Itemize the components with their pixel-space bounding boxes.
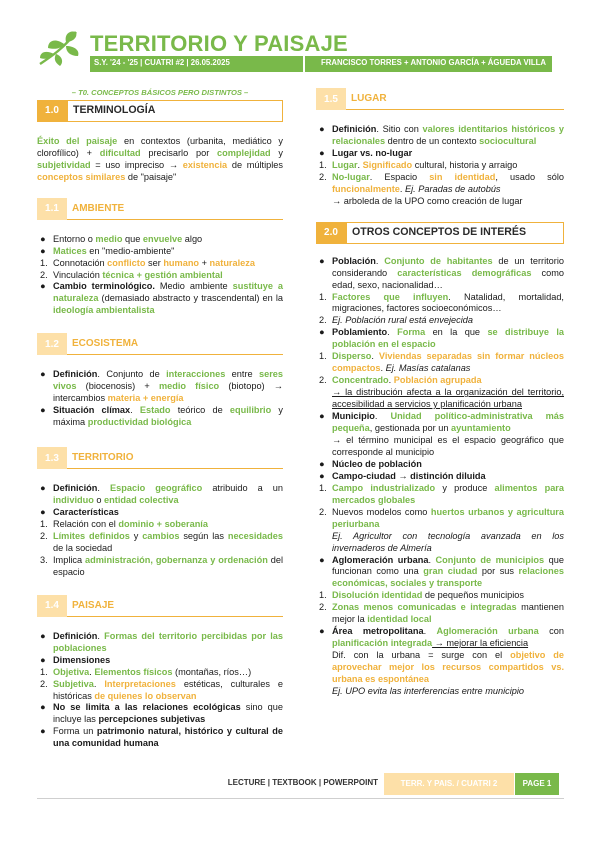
subsection-heading-lugar — [316, 88, 564, 110]
list-item: 1. Factores que influyen. Natalidad, mortalidad, migraciones, factores socioeconómicos… — [319, 291, 564, 314]
subsection-number: 1.2 — [37, 333, 67, 355]
list-item: 2. Nuevos modelos como huertos urbanos y agricultura periurbana — [319, 506, 564, 529]
list-item: ● Cambio terminológico. Medio ambiente sustituye a naturaleza (demasiado abstracto y trascendental) en la ideología ambientalista — [40, 281, 283, 316]
subsection-number: 1.4 — [37, 595, 67, 617]
list-item: ● Definición. Sitio con valores identitarios históricos y relacionales dentro de un contexto sociocultural — [319, 124, 564, 146]
subsection-heading-ambiente — [37, 198, 283, 220]
poblamiento-note: → la distribución afecta a la organización del territorio, accesibilidad a servicios y planificación urbana — [332, 387, 564, 410]
subsection-title: PAISAJE — [67, 595, 283, 617]
page-footer — [0, 770, 600, 800]
course-meta: S.Y. '24 - '25 | CUATRI #2 | 26.05.2025 — [94, 58, 230, 67]
ecosistema-list — [37, 369, 283, 429]
topic-heading: – T0. CONCEPTOS BÁSICOS PERO DISTINTOS – — [71, 88, 249, 97]
section-number: 2.0 — [316, 222, 346, 244]
subsection-title: AMBIENTE — [67, 198, 283, 220]
otros-conceptos-list-3 — [316, 459, 564, 531]
right-column — [316, 86, 564, 698]
list-item: ● Definición. Formas del territorio percibidas por las poblaciones — [40, 630, 283, 653]
list-item: 2. Subjetiva. Interpretaciones estéticas, culturales e históricas de quienes lo observan — [40, 678, 283, 701]
subsection-title: TERRITORIO — [67, 447, 283, 469]
territorio-list — [37, 483, 283, 579]
otros-conceptos-list-2 — [316, 411, 564, 435]
authors: FRANCISCO TORRES + ANTONIO GARCÍA + ÁGUEDA VILLA — [321, 58, 546, 67]
list-item: 1. Relación con el dominio + soberanía — [40, 518, 208, 529]
left-column — [37, 86, 283, 750]
list-item: 1. Campo industrializado y produce alimentos para mercados globales — [319, 482, 564, 505]
list-item: 2. Límites definidos y cambios según las necesidades de la sociedad — [40, 530, 283, 553]
lugar-list — [316, 124, 564, 196]
otros-conceptos-list — [316, 256, 564, 387]
list-item: 1. Connotación conflicto ser humano + naturaleza — [40, 257, 255, 268]
list-item: 2. Concentrado. Población agrupada — [319, 375, 482, 386]
list-item: 1. Disperso. Viviendas separadas sin formar núcleos compactos. Ej. Masías catalanas — [319, 351, 565, 374]
list-item: ● Dimensiones — [40, 654, 111, 665]
list-item: 1. Objetiva. Elementos físicos (montañas, ríos…) — [40, 666, 252, 677]
list-item: ● Forma un patrimonio natural, histórico y cultural de una comunidad humana — [40, 726, 283, 749]
subsection-heading-paisaje — [37, 595, 283, 617]
lugar-note: → arboleda de la UPO como creación de lugar — [332, 195, 523, 206]
footer-divider — [37, 798, 564, 799]
section-number: 1.0 — [37, 100, 67, 122]
section-title: OTROS CONCEPTOS DE INTERÉS — [346, 222, 564, 244]
list-item: 2. Ej. Población rural está envejecida — [319, 315, 473, 326]
list-item: ● Área metropolitana. Aglomeración urbana con planificación integrada → mejorar la eficiencia — [319, 626, 564, 649]
subsection-heading-territorio — [37, 447, 283, 469]
campo-ciudad-example: Ej. Agricultor con tecnología avanzada en los invernaderos de Almería — [332, 530, 564, 553]
list-item: ● No se limita a las relaciones ecológicas sino que incluye las percepciones subjetivas — [40, 702, 283, 725]
otros-conceptos-list-4 — [316, 555, 564, 651]
leaf-branch-icon — [36, 26, 86, 68]
list-item: 1. Disolución identidad de pequeños municipios — [319, 590, 525, 601]
list-item: ● Características — [40, 507, 119, 518]
list-item: ● Definición. Conjunto de interacciones entre seres vivos (biocenosis) + medio físico (biotopo) → intercambios materia + energía — [40, 369, 283, 404]
list-item: ● Poblamiento. Forma en la que se distribuye la población en el espacio — [319, 327, 564, 350]
page-header — [0, 0, 600, 80]
area-metropolitana-example: Ej. UPO evita las interferencias entre municipio — [332, 685, 524, 696]
course-tag: TERR. Y PAIS. / CUATRI 2 — [384, 773, 514, 795]
subsection-title: ECOSISTEMA — [67, 333, 283, 355]
list-item: ● Población. Conjunto de habitantes de un territorio considerando características demográficas como edad, sexo, nacionalidad… — [319, 255, 564, 290]
list-item: ● Campo-ciudad → distinción diluida — [319, 470, 486, 481]
subsection-number: 1.1 — [37, 198, 67, 220]
list-item: ● Núcleo de población — [319, 458, 422, 469]
ambiente-list — [37, 234, 283, 318]
area-metropolitana-note: Dif. con la urbana = surge con el objetivo de aprovechar mejor los recursos compartidos vs. urbana es espontánea — [332, 650, 564, 685]
list-item: 1. Lugar. Significado cultural, historia y arraigo — [319, 159, 518, 170]
section-heading-otros-conceptos — [316, 222, 564, 244]
subsection-heading-ecosistema — [37, 333, 283, 355]
subsection-number: 1.5 — [316, 88, 346, 110]
page-title: TERRITORIO Y PAISAJE — [90, 31, 348, 56]
subsection-title: LUGAR — [346, 88, 564, 110]
terminologia-paragraph: Éxito del paisaje en contextos (urbanita, mediático y clorofílico) + dificultad precisarlo por complejidad y subjetividad = uso impreciso → existencia de múltiples conceptos similares de "paisaje" — [37, 135, 283, 182]
list-item: ● Matices en "medio-ambiente" — [40, 245, 175, 256]
list-item: 3. Implica administración, gobernanza y ordenación del espacio — [40, 554, 283, 577]
section-title: TERMINOLOGÍA — [67, 100, 283, 122]
list-item: 2. Zonas menos comunicadas e integradas mantienen mejor la identidad local — [319, 602, 565, 625]
list-item: 2. Vinculación técnica + gestión ambiental — [40, 269, 223, 280]
resource-links[interactable]: LECTURE | TEXTBOOK | POWERPOINT — [227, 778, 378, 787]
section-heading-terminologia — [37, 100, 283, 122]
municipio-note: → el término municipal es el espacio geográfico que corresponde al municipio — [332, 434, 564, 457]
list-item: ● Aglomeración urbana. Conjunto de municipios que funcionan como una gran ciudad por sus relaciones económicas, sociales y transporte — [319, 554, 564, 589]
list-item: ● Municipio. Unidad político-administrativa más pequeña, gestionada por un ayuntamiento — [319, 411, 564, 434]
list-item: ● Situación clímax. Estado teórico de equilibrio y máxima productividad biológica — [40, 405, 283, 428]
paisaje-list — [37, 631, 283, 751]
header-meta-bar — [90, 56, 552, 72]
page-number: PAGE 1 — [515, 773, 559, 795]
list-item: ● Definición. Espacio geográfico atribuido a un individuo o entidad colectiva — [40, 483, 283, 506]
list-item: ● Lugar vs. no-lugar — [319, 147, 413, 158]
list-item: 2. No-lugar. Espacio sin identidad, usado sólo funcionalmente. Ej. Paradas de autobús — [319, 171, 564, 194]
list-item: ● Entorno o medio que envuelve algo — [40, 233, 203, 244]
subsection-number: 1.3 — [37, 447, 67, 469]
meta-divider — [303, 56, 305, 72]
